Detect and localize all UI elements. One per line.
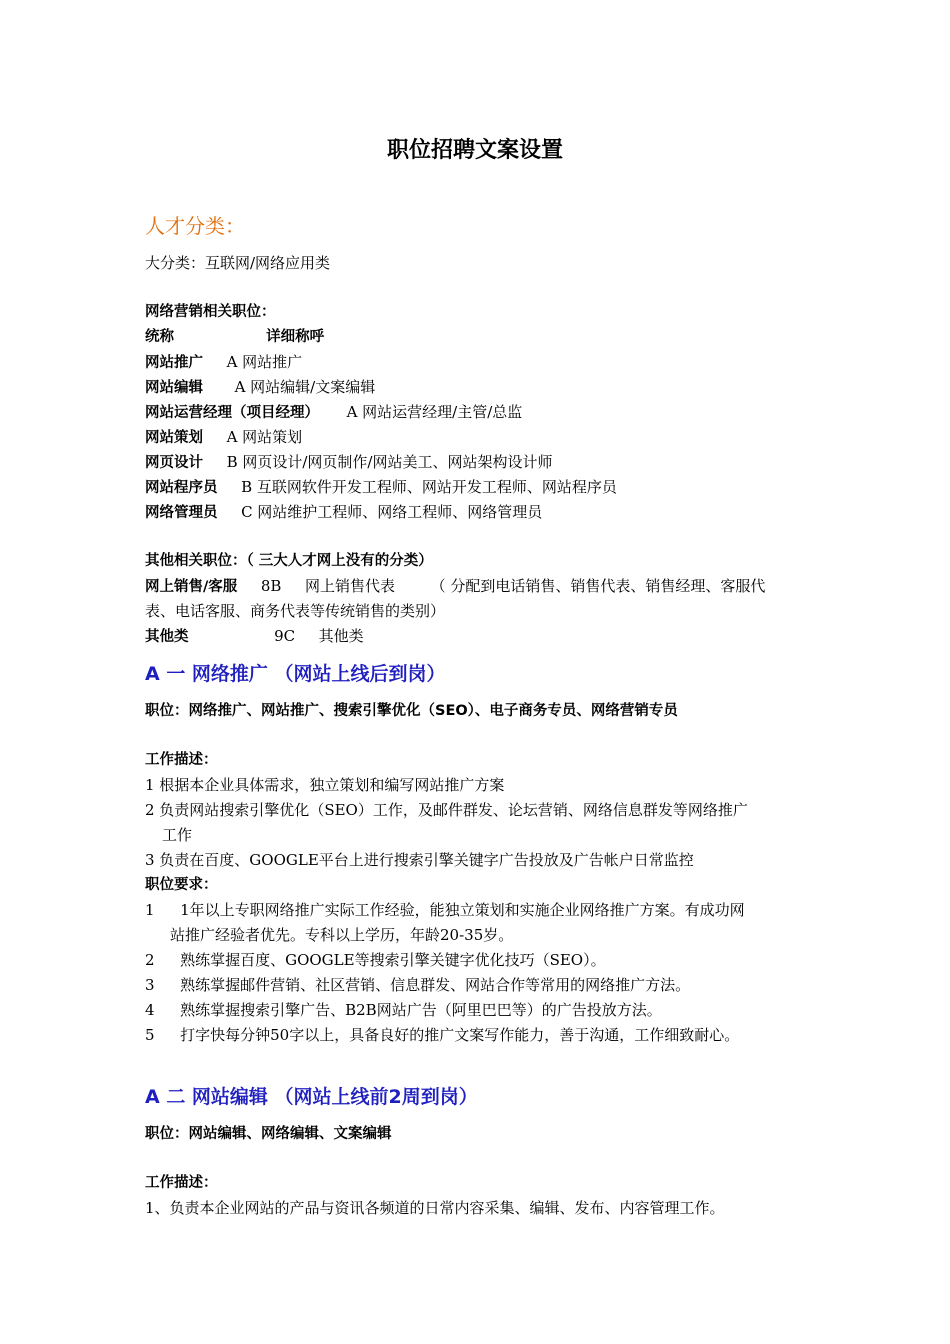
position-detail: A 网站推广 bbox=[226, 353, 303, 371]
position-row bbox=[145, 402, 522, 423]
requirement-number: 4 bbox=[145, 1001, 155, 1019]
work-desc-item-cont: 工作 bbox=[162, 826, 193, 844]
position-row bbox=[145, 377, 375, 398]
talent-heading: 人才分类： bbox=[145, 214, 245, 238]
position-detail: A 网站运营经理/主管/总监 bbox=[346, 403, 523, 421]
position-row bbox=[145, 427, 302, 448]
requirement-item bbox=[145, 900, 745, 920]
requirements-label: 职位要求： bbox=[145, 877, 218, 893]
work-desc-item: 1、负责本企业网站的产品与资讯各频道的日常内容采集、编辑、发布、内容管理工作。 bbox=[145, 1199, 725, 1217]
position-detail: C 网站维护工程师、网络工程师、网络管理员 bbox=[241, 503, 543, 521]
other-code: 9C bbox=[274, 627, 296, 645]
position-name: 网络管理员 bbox=[145, 505, 218, 521]
position-name: 网站推广 bbox=[145, 355, 203, 371]
position-row bbox=[145, 477, 617, 498]
position-name: 网站策划 bbox=[145, 430, 203, 446]
position-name: 网站程序员 bbox=[145, 480, 218, 496]
position-detail: B 网页设计/网页制作/网站美工、网站架构设计师 bbox=[226, 453, 553, 471]
requirement-text: 打字快每分钟50字以上，具备良好的推广文案写作能力，善于沟通，工作细致耐心。 bbox=[180, 1026, 740, 1044]
position-detail: A 网站编辑/文案编辑 bbox=[234, 378, 376, 396]
other-row bbox=[145, 626, 364, 647]
requirement-text: 熟练掌握邮件营销、社区营销、信息群发、网站合作等常用的网络推广方法。 bbox=[180, 976, 691, 994]
position-row bbox=[145, 452, 552, 473]
requirement-item bbox=[145, 975, 690, 995]
work-desc-item: 3 负责在百度、GOOGLE平台上进行搜索引擎关键字广告投放及广告帐户日常监控 bbox=[145, 851, 694, 869]
position-name: 网站运营经理（项目经理） bbox=[145, 405, 319, 421]
section-a1-positions: 职位：网络推广、网站推广、搜索引擎优化（SEO）、电子商务专员、网络营销专员 bbox=[145, 703, 678, 719]
requirement-number: 1 bbox=[145, 901, 155, 919]
requirement-text: 1年以上专职网络推广实际工作经验，能独立策划和实施企业网络推广方案。有成功网 bbox=[180, 901, 745, 919]
requirement-number: 2 bbox=[145, 951, 155, 969]
requirement-text: 熟练掌握搜索引擎广告、B2B网站广告（阿里巴巴等）的广告投放方法。 bbox=[180, 1001, 662, 1019]
online-sales-note: （ 分配到电话销售、销售代表、销售经理、客服代 bbox=[430, 577, 766, 595]
work-desc-label: 工作描述： bbox=[145, 1175, 218, 1191]
column-headers bbox=[145, 327, 324, 347]
col-header-general: 统称 bbox=[145, 329, 174, 345]
requirement-item bbox=[145, 1000, 662, 1020]
work-desc-label: 工作描述： bbox=[145, 752, 218, 768]
online-sales-note-cont: 表、电话客服、商务代表等传统销售的类别） bbox=[145, 602, 446, 620]
other-name: 其他类 bbox=[145, 629, 189, 645]
col-header-detail: 详细称呼 bbox=[266, 329, 325, 345]
other-detail: 其他类 bbox=[318, 627, 364, 645]
work-desc-item: 1 根据本企业具体需求，独立策划和编写网站推广方案 bbox=[145, 776, 505, 794]
online-sales-code: 8B bbox=[260, 577, 282, 595]
section-a1-heading: A 一 网络推广 （网站上线后到岗） bbox=[145, 663, 446, 685]
requirement-number: 5 bbox=[145, 1026, 155, 1044]
position-detail: B 互联网软件开发工程师、网站开发工程师、网站程序员 bbox=[241, 478, 617, 496]
requirement-item bbox=[145, 1025, 739, 1045]
page-title: 职位招聘文案设置 bbox=[386, 138, 563, 163]
requirement-text-cont: 站推广经验者优先。专科以上学历，年龄20-35岁。 bbox=[170, 926, 514, 944]
section-a2-positions: 职位：网站编辑、网络编辑、文案编辑 bbox=[145, 1126, 392, 1142]
online-sales-detail: 网上销售代表 bbox=[305, 577, 396, 595]
other-positions-heading: 其他相关职位：（ 三大人才网上没有的分类） bbox=[145, 553, 433, 569]
online-sales-row bbox=[145, 576, 765, 597]
position-name: 网站编辑 bbox=[145, 380, 203, 396]
position-name: 网页设计 bbox=[145, 455, 203, 471]
requirement-number: 3 bbox=[145, 976, 155, 994]
section-a2-heading: A 二 网站编辑 （网站上线前2周到岗） bbox=[145, 1086, 478, 1108]
requirement-text: 熟练掌握百度、GOOGLE等搜索引擎关键字优化技巧（SEO）。 bbox=[180, 951, 606, 969]
work-desc-item: 2 负责网站搜索引擎优化（SEO）工作，及邮件群发、论坛营销、网络信息群发等网络推广 bbox=[145, 801, 748, 819]
online-sales-name: 网上销售/客服 bbox=[145, 579, 238, 595]
major-category: 大分类：互联网/网络应用类 bbox=[145, 254, 331, 272]
position-row bbox=[145, 352, 302, 373]
requirement-item bbox=[145, 950, 606, 970]
position-detail: A 网站策划 bbox=[226, 428, 303, 446]
network-marketing-heading: 网络营销相关职位： bbox=[145, 304, 276, 320]
position-row bbox=[145, 502, 542, 523]
